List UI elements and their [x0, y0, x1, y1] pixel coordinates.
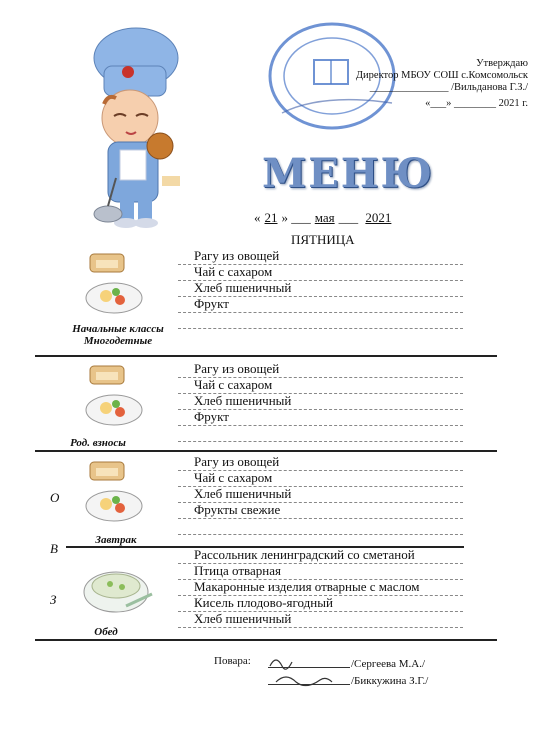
menu-item: Птица отварная — [178, 563, 463, 580]
weekday: ПЯТНИЦА — [291, 232, 355, 247]
signature-line — [268, 667, 350, 668]
menu-item: Хлеб пшеничный — [178, 280, 463, 297]
page-title: МЕНЮ — [262, 150, 435, 197]
menu-item: Рассольник ленинградский со сметаной — [178, 547, 463, 564]
bread-plate-icon — [82, 458, 152, 528]
menu-item: Рагу из овощей — [178, 454, 463, 471]
menu-item: Рагу из овощей — [178, 361, 463, 378]
section-divider — [35, 355, 497, 357]
approval-line-4: «___» ________ 2021 г. — [425, 98, 528, 109]
date-close-quote: » — [281, 210, 288, 225]
menu-item: Макаронные изделия отварные с маслом — [178, 579, 463, 596]
section-label-lunch: Обед — [94, 626, 118, 638]
approval-line-1: Утверждаю — [476, 58, 528, 69]
menu-item: Фрукт — [178, 409, 463, 426]
menu-item: Чай с сахаром — [178, 264, 463, 281]
section-divider — [35, 450, 497, 452]
date-open-quote: « — [254, 210, 261, 225]
menu-item: Хлеб пшеничный — [178, 393, 463, 410]
section-label-line2: Многодетные — [83, 335, 153, 347]
approval-block — [330, 58, 528, 110]
section-label-parents: Род. взносы — [70, 437, 126, 449]
ovz-letter-o: О — [50, 490, 60, 505]
bread-plate-icon — [82, 362, 152, 432]
date-month: мая — [314, 210, 335, 225]
menu-item: Чай с сахаром — [178, 470, 463, 487]
menu-blank-line — [178, 312, 463, 329]
menu-item: Рагу из овощей — [178, 248, 463, 265]
menu-blank-line — [178, 518, 463, 535]
date-day: 21 — [264, 210, 278, 225]
signature-scribble — [262, 652, 352, 692]
menu-date: « 21 » ___ мая ___ 2021 — [254, 210, 395, 226]
menu-item: Хлеб пшеничный — [178, 486, 463, 503]
menu-item: Фрукты свежие — [178, 502, 463, 519]
approval-line-2: Директор МБОУ СОШ с.Комсомольск — [355, 70, 528, 81]
date-year: 2021 — [365, 210, 392, 225]
section-divider — [35, 639, 497, 641]
menu-blank-line — [178, 425, 463, 442]
section-label-primary — [58, 323, 178, 347]
approval-line-3: _______________ /Вильданова Г.З./ — [369, 82, 528, 93]
menu-item: Хлеб пшеничный — [178, 611, 463, 628]
chef-boy-illustration — [80, 18, 220, 230]
menu-item: Фрукт — [178, 296, 463, 313]
menu-item: Чай с сахаром — [178, 377, 463, 394]
ovz-letter-v: В — [50, 541, 58, 556]
signature-line — [268, 684, 350, 685]
menu-item: Кисель плодово-ягодный — [178, 595, 463, 612]
cooks-label: Повара: — [214, 655, 251, 667]
section-label-line1: Начальные классы — [72, 323, 164, 335]
ovz-letter-z: З — [50, 592, 57, 607]
soup-bowl-icon — [82, 556, 156, 620]
cook-name-2: /Биккужина З.Г./ — [351, 675, 429, 687]
section-label-breakfast: Завтрак — [95, 534, 137, 546]
bread-plate-icon — [82, 250, 152, 320]
cook-name-1: /Сергеева М.А./ — [351, 658, 426, 670]
